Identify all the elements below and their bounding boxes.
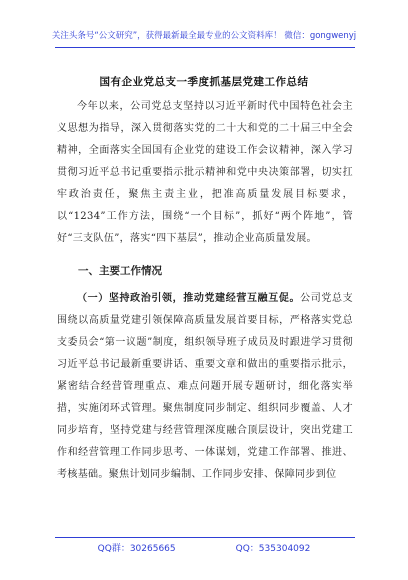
footer-banner xyxy=(0,541,408,554)
subsection-text: 公司党总支围绕以高质量党建引领保障高质量发展首要目标，严格落实党总支委员会“第一议题”制度，组织领导班子成员及时跟进学习贯彻习近平总书记最新重要讲话、重要文章和做出的重要指示批示，紧密结合经营管理重点、难点问题开展专题研讨，细化落实举措，实施闭环式管理。聚焦制度同步制定、组织同步覆盖、人才同步培育，坚持党建与经营管理深度融合顶层设计，突出党建工作和经营管理工作同步思考、一体谋划，党建工作部署、推进、考核基础。聚焦计划同步编制、工作同步安排、保障同步到位 xyxy=(57,293,353,480)
footer-qq: QQ：535304092 xyxy=(235,544,311,554)
footer-qq-group: QQ群：30265665 xyxy=(97,544,176,554)
intro-paragraph: 今年以来，公司党总支坚持以习近平新时代中国特色社会主义思想为指导，深入贯彻落实党的二十大和党的二十届三中全会精神，全面落实全国国有企业党的建设工作会议精神，深入学习贯彻习近平总书记重要指示批示精神和党中央决策部署，切实扛牢政治责任，聚焦主责主业，把准高质量发展目标要求，以“1234”工作方法，围绕“一个目标”，抓好“两个阵地”，管好“三支队伍”，落实“四下基层”，推动企业高质量发展。 xyxy=(57,101,353,244)
section-heading: 一、主要工作情况 xyxy=(78,265,162,277)
header-banner: 关注头条号“公文研究”，获得最新最全最专业的公文资料库！ 微信：gongwenyj xyxy=(51,31,357,41)
document-title: 国有企业党总支一季度抓基层党建工作总结 xyxy=(99,76,309,88)
footer-divider xyxy=(55,537,355,538)
subsection-paragraph xyxy=(57,288,353,486)
document-body xyxy=(57,96,353,486)
header-divider xyxy=(55,47,355,48)
subsection-heading: （一）坚持政治引领，推动党建经营互融互促。 xyxy=(77,293,301,304)
